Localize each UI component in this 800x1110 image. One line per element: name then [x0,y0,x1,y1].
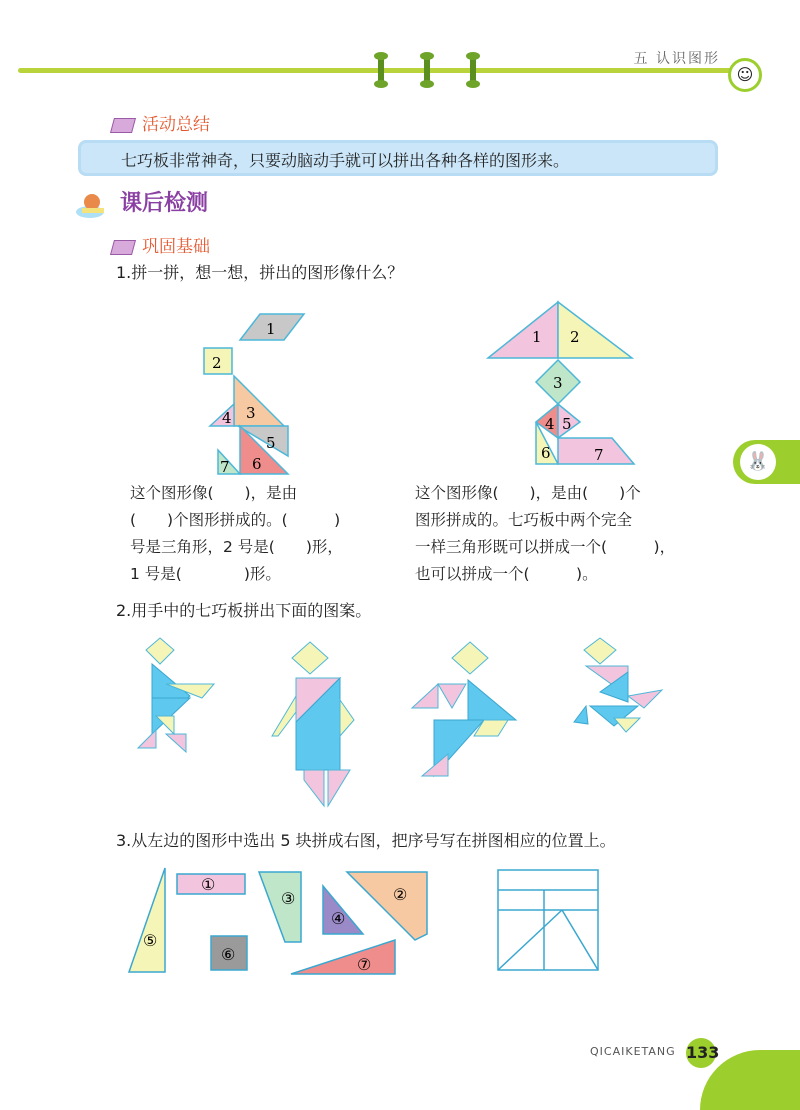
piece-number: ④ [331,909,346,928]
piece-label: 5 [562,415,572,433]
piece-number: ① [201,875,216,894]
dancer-tangram [570,636,670,736]
activity-summary-label: 活动总结 [142,115,210,135]
rabbit-tangram [200,310,310,475]
footer-brand: QICAIKETANG [590,1045,676,1058]
header-pin [378,55,384,85]
after-class-heading: 课后检测 [120,191,209,216]
book-icon [110,240,136,255]
piece-label: 6 [541,444,551,462]
piece-label: 3 [246,404,256,422]
piece-label: 3 [553,374,563,392]
piece-number: ⑤ [143,931,158,950]
answer-line: 这个图形像( )，是由 [130,484,298,502]
header-pin [470,55,476,85]
tree-tangram [484,298,639,468]
piece-label: 1 [266,320,276,338]
answer-line: 也可以拼成一个( )。 [415,565,598,583]
question-2-prompt: 2.用手中的七巧板拼出下面的图案。 [116,601,372,620]
piece-label: 7 [594,446,604,464]
chapter-title: 五 认识图形 [633,51,720,67]
answer-line: 这个图形像( )，是由( )个 [415,484,641,502]
answer-line: ( )个图形拼成的。( ) [130,511,341,529]
activity-summary-heading [112,110,210,135]
reading-mascot-icon [74,190,114,220]
piece-label: 4 [545,415,555,433]
runner-tangram [130,636,225,756]
piece-number: ⑥ [221,945,236,964]
piece-label: 4 [222,409,232,427]
piece-number: ② [393,885,408,904]
target-square-outline [496,868,600,972]
piece-label: 2 [212,354,222,372]
piece-number: ③ [281,889,296,908]
standing-person-tangram [268,640,358,810]
piece-label: 1 [532,328,542,346]
piece-label: 5 [266,434,276,452]
consolidate-label: 巩固基础 [142,237,210,257]
question-1-left-answer [130,480,343,588]
consolidate-heading [112,232,210,257]
header-pin [424,55,430,85]
answer-line: 一样三角形既可以拼成一个( )， [415,538,676,556]
piece-number: ⑦ [357,955,372,974]
book-icon [110,118,136,133]
answer-line: 1 号是( )形。 [130,565,281,583]
answer-line: 号是三角形，2 号是( )形， [130,538,343,556]
answer-line: 图形拼成的。七巧板中两个完全 [415,511,633,529]
piece-label: 7 [220,458,230,475]
kicking-person-tangram [408,640,528,780]
summary-box [78,140,718,176]
question-1-right-answer [415,480,675,588]
piece-label: 2 [570,328,580,346]
tangram-pieces [125,866,435,981]
mascot-icon: ☺ [728,58,762,92]
question-3-prompt: 3.从左边的图形中选出 5 块拼成右图，把序号写在拼图相应的位置上。 [116,831,616,850]
bunny-icon: 🐰 [740,444,776,480]
page-number: 133 [686,1038,716,1068]
question-1-prompt: 1.拼一拼，想一想，拼出的图形像什么？ [116,263,404,282]
piece-label: 6 [252,455,262,473]
summary-text: 七巧板非常神奇，只要动脑动手就可以拼出各种各样的图形来。 [121,151,570,170]
